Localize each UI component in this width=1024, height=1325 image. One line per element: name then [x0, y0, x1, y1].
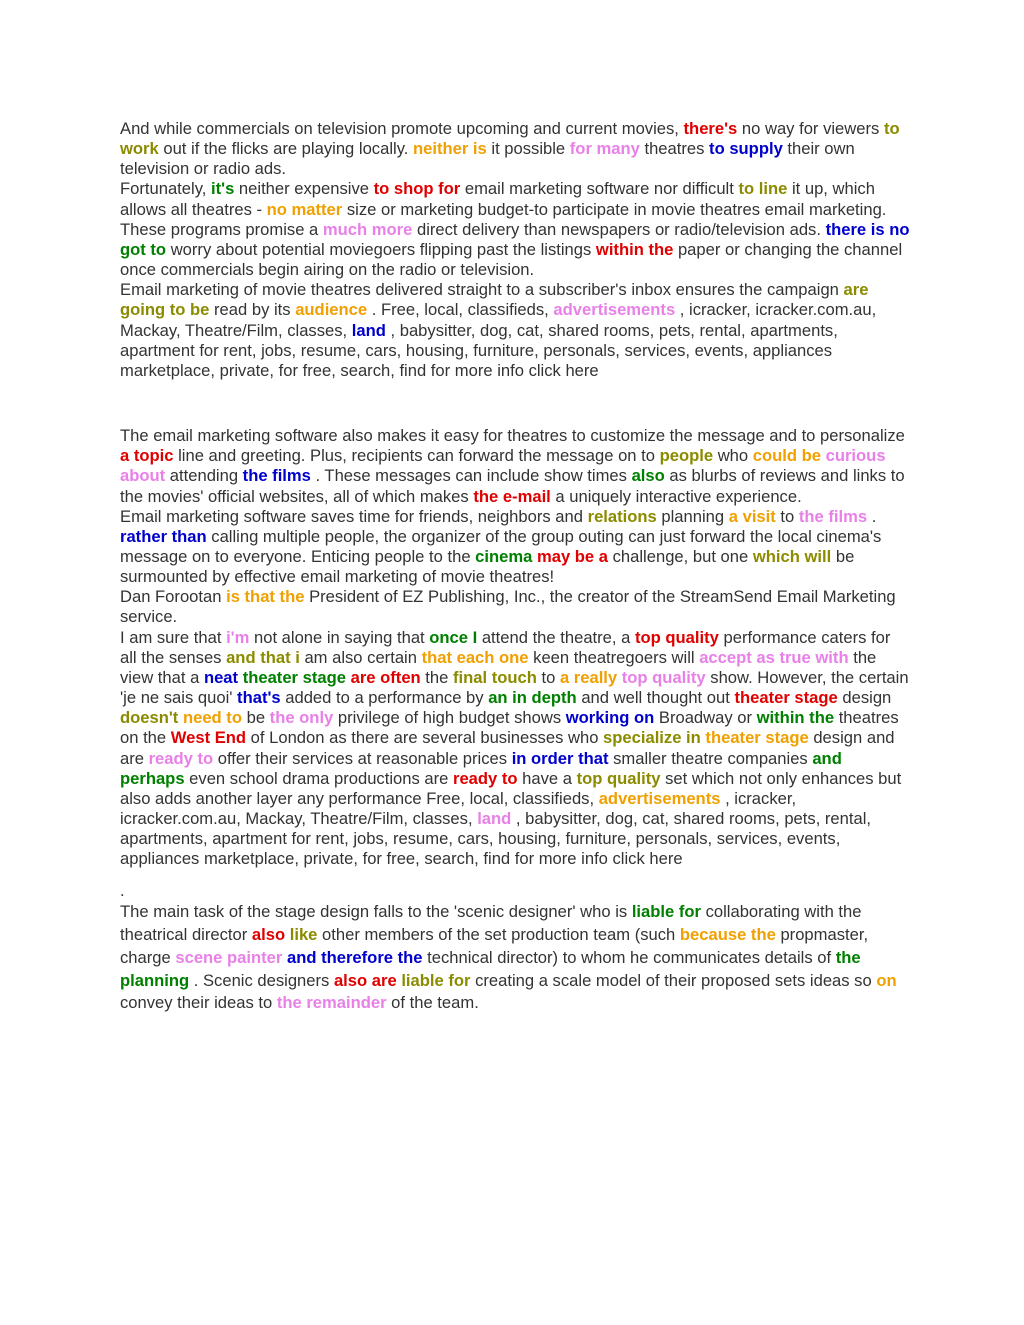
- highlighted-phrase: final touch: [452, 667, 537, 687]
- highlighted-phrase: because the: [679, 925, 776, 945]
- highlighted-phrase: top quality: [621, 667, 706, 687]
- text-run: and well thought out: [576, 688, 735, 708]
- highlighted-phrase: a topic: [120, 446, 174, 466]
- highlighted-phrase: advertisements: [598, 788, 721, 808]
- highlighted-phrase: people: [659, 446, 714, 466]
- highlighted-phrase: liable for: [631, 902, 701, 922]
- highlighted-phrase: also: [631, 466, 665, 486]
- highlighted-phrase: the films: [242, 466, 311, 486]
- text-run: am also certain: [299, 647, 422, 667]
- highlighted-phrase: audience: [295, 300, 368, 320]
- highlighted-phrase: also: [251, 925, 286, 945]
- text-run: keen theatregoers will: [528, 647, 700, 667]
- text-run: Email marketing of movie theatres delivered straight to a subscriber's inbox ensures the campaign: [120, 280, 844, 300]
- text-run: challenge, but one: [608, 546, 753, 566]
- text-run: no way for viewers: [737, 119, 884, 138]
- highlighted-phrase: to shop for: [373, 179, 461, 199]
- text-run: out if the flicks are playing locally.: [158, 139, 413, 159]
- document-page: [120, 119, 910, 1015]
- text-run: technical director) to whom he communicates details of: [422, 947, 836, 967]
- text-run: , icracker, icracker.com.au, Mackay, Theatre/Film, classes,: [120, 300, 877, 340]
- text-run: theatres: [639, 139, 710, 159]
- text-run: design: [837, 688, 892, 708]
- highlighted-phrase: land: [477, 809, 512, 828]
- text-run: read by its: [209, 300, 296, 320]
- highlighted-phrase: a visit: [728, 506, 776, 526]
- text-run: propmaster, charge: [120, 925, 869, 967]
- text-run: And while commercials on television promote upcoming and current movies,: [120, 119, 684, 138]
- text-run: I am sure that: [120, 627, 227, 647]
- text-run: calling multiple people, the organizer of the group outing can just forward the local cinema's message on to everyone. Enticing people to the: [120, 526, 882, 566]
- text-run: have a: [517, 768, 577, 788]
- paragraph: [120, 587, 910, 627]
- highlighted-phrase: a really: [559, 667, 618, 687]
- highlighted-phrase: to line: [738, 179, 788, 199]
- paragraph: [120, 507, 910, 588]
- text-run: as blurbs of reviews and links to the movies' official websites, all of which makes: [120, 466, 905, 506]
- highlighted-phrase: land: [351, 320, 386, 340]
- highlighted-phrase: accept as true with: [699, 647, 849, 667]
- highlighted-phrase: to work: [120, 119, 900, 159]
- highlighted-phrase: liable for: [401, 970, 471, 990]
- highlighted-phrase: cinema: [475, 546, 533, 566]
- text-run: show. However, the certain 'je ne sais quoi': [120, 667, 909, 708]
- highlighted-phrase: in order that: [511, 748, 609, 768]
- highlighted-phrase: top quality: [576, 768, 661, 788]
- text-run: The main task of the stage design falls to the 'scenic designer' who is: [120, 902, 632, 922]
- text-run: . These messages can include show times: [310, 466, 632, 486]
- paragraph: [120, 901, 910, 1015]
- highlighted-phrase: and perhaps: [120, 748, 842, 788]
- highlighted-phrase: neat: [203, 667, 239, 687]
- highlighted-phrase: within the: [595, 239, 674, 259]
- text-run: be surmounted by effective email marketing of movie theatres!: [120, 546, 855, 587]
- text-run: Fortunately,: [120, 179, 211, 199]
- text-run: worry about potential moviegoers flipping past the listings: [166, 239, 596, 259]
- text-run: line and greeting. Plus, recipients can forward the message on to: [173, 446, 660, 466]
- highlighted-phrase: also are: [333, 970, 397, 990]
- highlighted-phrase: it's: [211, 179, 235, 199]
- highlighted-phrase: may be a: [536, 546, 608, 566]
- highlighted-phrase: and therefore the: [286, 947, 423, 967]
- text-run: offer their services at reasonable prices: [213, 748, 512, 768]
- highlighted-phrase: theater stage: [242, 667, 346, 687]
- highlighted-phrase: need to: [182, 708, 242, 728]
- text-run: collaborating with the theatrical director: [120, 902, 862, 945]
- highlighted-phrase: are often: [350, 667, 421, 687]
- highlighted-phrase: relations: [587, 506, 657, 526]
- text-run: of London as there are several businesses who: [246, 728, 604, 748]
- highlighted-phrase: there's: [683, 119, 738, 138]
- highlighted-phrase: the remainder: [276, 993, 387, 1013]
- highlighted-phrase: are going to be: [120, 280, 869, 320]
- highlighted-phrase: once I: [429, 627, 478, 647]
- text-run: .: [867, 506, 877, 526]
- highlighted-phrase: the only: [269, 708, 334, 728]
- highlighted-phrase: the e-mail: [473, 486, 551, 506]
- highlighted-phrase: and that i: [226, 647, 300, 667]
- highlighted-phrase: curious about: [120, 446, 886, 486]
- text-run: size or marketing budget-to participate in movie theatres email marketing. These programs promise a: [120, 199, 887, 239]
- text-run: the: [420, 667, 453, 687]
- text-run: who: [713, 446, 753, 466]
- text-run: to: [775, 506, 799, 526]
- text-run: it up, which allows all theatres -: [120, 179, 875, 219]
- highlighted-phrase: theater stage: [705, 728, 809, 748]
- highlighted-phrase: the planning: [120, 947, 861, 990]
- paragraph: [120, 426, 910, 507]
- text-run: President of EZ Publishing, Inc., the creator of the StreamSend Email Marketing service.: [120, 587, 896, 627]
- text-run: design and are: [120, 728, 895, 768]
- stray-period: .: [120, 881, 125, 901]
- highlighted-phrase: within the: [756, 708, 835, 728]
- text-run: , icracker, icracker.com.au, Mackay, Theatre/Film, classes,: [120, 788, 797, 828]
- text-run: convey their ideas to: [120, 993, 277, 1013]
- paragraph: [120, 280, 910, 381]
- text-run: , babysitter, dog, cat, shared rooms, pets, rental, apartments, apartment for rent, jobs, resume, cars, housing, furniture, personals, services, events, appliances marketplace, private, for free, search, find for more info click here: [120, 320, 838, 380]
- highlighted-phrase: to supply: [709, 139, 783, 159]
- highlighted-phrase: for many: [569, 139, 640, 159]
- highlighted-phrase: theater stage: [734, 688, 838, 708]
- text-run: not alone in saying that: [249, 627, 430, 647]
- highlighted-phrase: is that the: [226, 587, 305, 607]
- highlighted-phrase: advertisements: [553, 300, 676, 320]
- text-run: The email marketing software also makes it easy for theatres to customize the message and to personalize: [120, 426, 905, 446]
- text-run: of the team.: [386, 993, 479, 1013]
- highlighted-phrase: the films: [798, 506, 868, 526]
- text-run: set which not only enhances but also adds another layer any performance Free, local, classifieds,: [120, 768, 902, 808]
- paragraph: [120, 628, 910, 870]
- text-run: it possible: [486, 139, 570, 159]
- highlighted-phrase: there is no: [825, 219, 910, 239]
- text-run: attend the theatre, a: [477, 627, 635, 647]
- text-run: their own television or radio ads.: [120, 139, 855, 179]
- text-run: email marketing software nor difficult: [460, 179, 739, 199]
- highlighted-phrase: specialize in: [603, 728, 701, 748]
- text-run: the view that a: [120, 647, 877, 687]
- text-run: even school drama productions are: [184, 768, 453, 788]
- highlighted-phrase: top quality: [634, 627, 719, 647]
- highlighted-phrase: doesn't: [120, 708, 179, 728]
- text-run: . Scenic designers: [189, 970, 334, 990]
- text-run: privilege of high budget shows: [333, 708, 566, 728]
- text-run: neither expensive: [234, 179, 374, 199]
- highlighted-phrase: could be: [752, 446, 821, 466]
- text-run: Email marketing software saves time for friends, neighbors and: [120, 506, 588, 526]
- text-run: attending: [165, 466, 243, 486]
- highlighted-phrase: got to: [120, 239, 167, 259]
- highlighted-phrase: rather than: [120, 526, 207, 546]
- highlighted-phrase: which will: [752, 546, 832, 566]
- highlighted-phrase: that's: [237, 688, 281, 708]
- highlighted-phrase: an in depth: [488, 688, 577, 708]
- text-run: other members of the set production team (such: [317, 925, 680, 945]
- text-run: added to a performance by: [280, 688, 489, 708]
- text-run: planning: [656, 506, 729, 526]
- text-run: be: [241, 708, 270, 728]
- highlighted-phrase: on: [876, 970, 897, 990]
- paragraph-spacer: [120, 381, 910, 426]
- text-run: paper or changing the channel once commercials begin airing on the radio or television.: [120, 239, 903, 280]
- text-run: direct delivery than newspapers or radio/television ads.: [412, 219, 826, 239]
- text-run: to: [536, 667, 560, 687]
- highlighted-phrase: ready to: [452, 768, 518, 788]
- paragraph: [120, 119, 910, 179]
- text-run: , babysitter, dog, cat, shared rooms, pets, rental, apartments, apartment for rent, jobs, resume, cars, housing, furniture, personals, services, events, appliances marketplace, private, for free, search, find for more info click here: [120, 809, 872, 869]
- text-run: Broadway or: [654, 708, 757, 728]
- text-run: Dan Forootan: [120, 587, 227, 607]
- text-run: a uniquely interactive experience.: [550, 486, 802, 506]
- highlighted-phrase: that each one: [421, 647, 529, 667]
- highlighted-phrase: working on: [565, 708, 655, 728]
- highlighted-phrase: ready to: [148, 748, 214, 768]
- highlighted-phrase: scene painter: [175, 947, 283, 967]
- text-run: creating a scale model of their proposed sets ideas so: [470, 970, 877, 990]
- highlighted-phrase: West End: [170, 728, 247, 748]
- text-run: . Free, local, classifieds,: [367, 300, 554, 320]
- highlighted-phrase: like: [289, 925, 318, 945]
- highlighted-phrase: i'm: [226, 627, 250, 647]
- paragraph: [120, 179, 910, 280]
- text-run: theatres on the: [120, 708, 899, 748]
- highlighted-phrase: no matter: [266, 199, 343, 219]
- highlighted-phrase: much more: [322, 219, 413, 239]
- text-run: performance caters for all the senses: [120, 627, 891, 667]
- highlighted-phrase: neither is: [412, 139, 487, 159]
- text-run: smaller theatre companies: [608, 748, 813, 768]
